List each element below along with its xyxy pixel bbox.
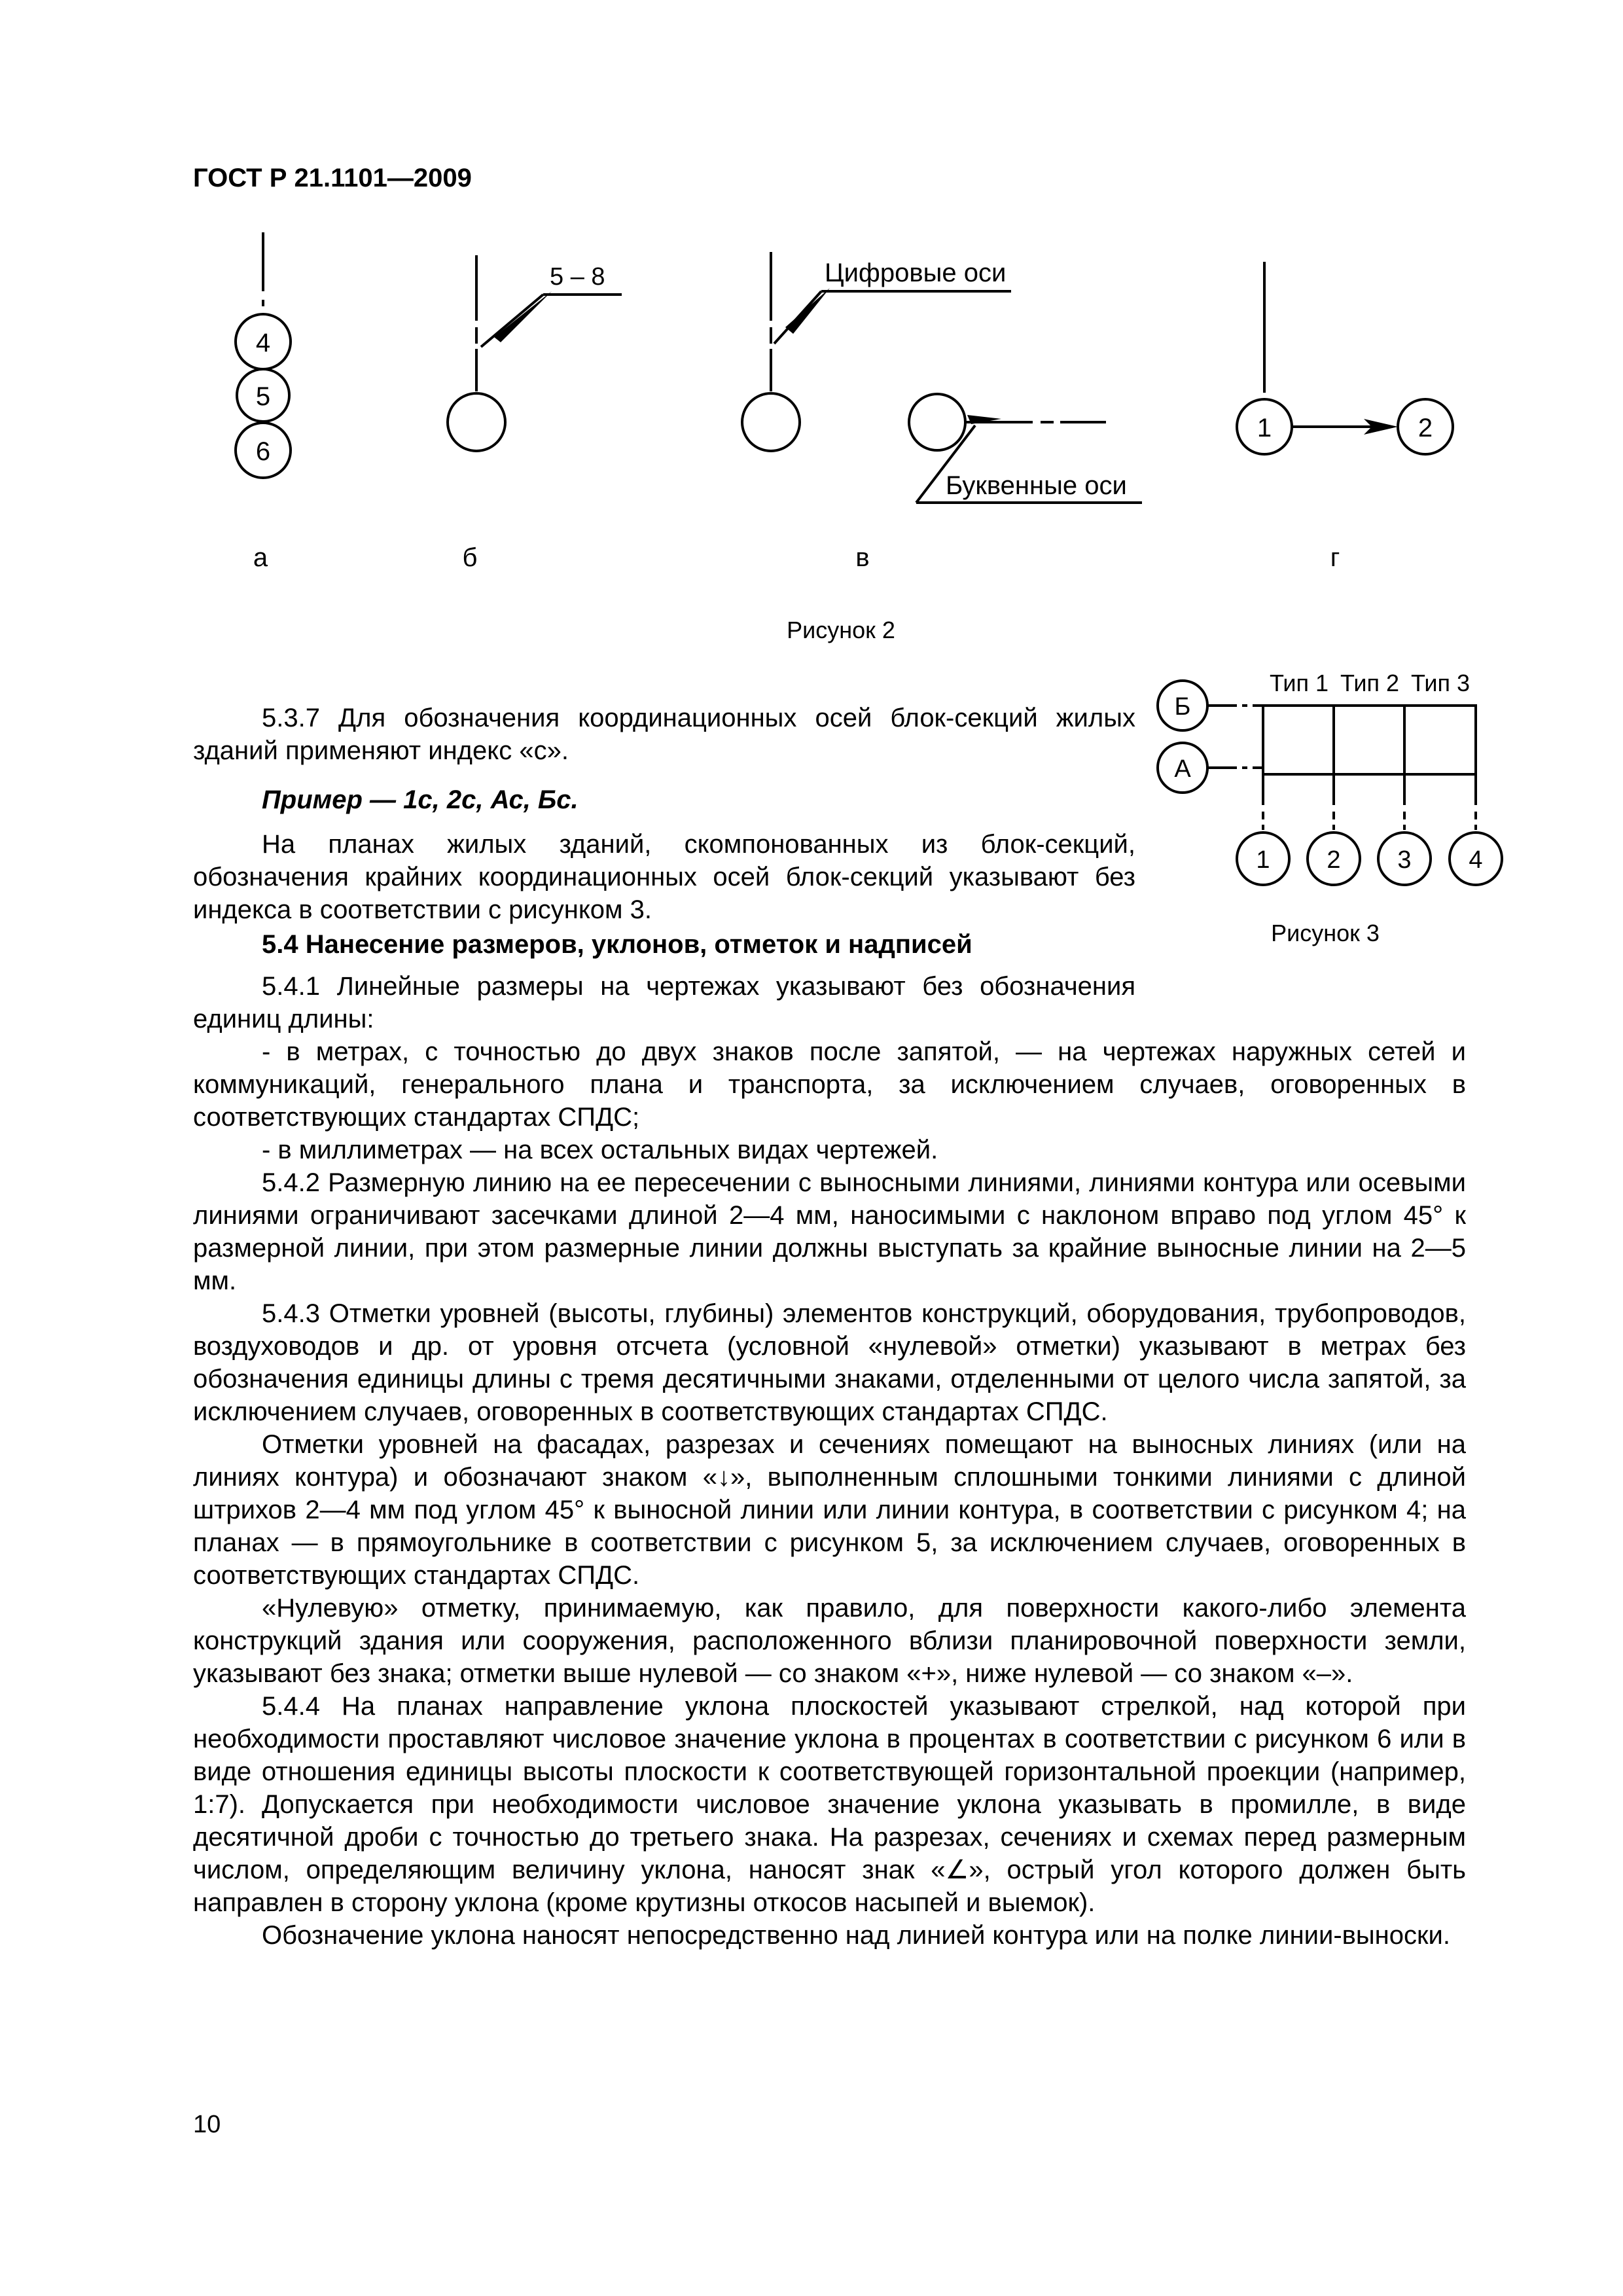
col-2: 2 xyxy=(1327,846,1341,874)
type-1: Тип 1 xyxy=(1269,670,1329,696)
paragraph-5-4-4-c: Обозначение уклона наносят непосредственно над линией контура или на полке линии-выноски. xyxy=(262,1921,1450,1950)
sublabel-b: б xyxy=(462,543,478,572)
row-B: Б xyxy=(1174,693,1191,721)
figure-2-caption: Рисунок 2 xyxy=(787,617,895,643)
figure-3 xyxy=(1139,655,1518,956)
type-3: Тип 3 xyxy=(1410,670,1471,696)
figure-2 xyxy=(0,0,1623,655)
leader-v-bottom-text: Буквенные оси xyxy=(946,471,1127,500)
sublabel-v: в xyxy=(855,543,870,572)
sublabel-a: а xyxy=(253,543,268,572)
paragraph-5-4-4-b: Допускается при необходимости числовое значение уклона указывать в промилле, в виде десятичной дроби с точностью до третьего знака. На разрезах, сечениях и схемах перед размерным числом, определяющим величину уклона, наносят знак «∠», острый угол которого должен быть направлен в сторону уклона (кроме крутизны откосов насыпей и выемок). xyxy=(193,1790,1466,1917)
label-2: 2 xyxy=(1418,414,1433,442)
block-grid xyxy=(1263,706,1476,774)
leader-v-top-text: Цифровые оси xyxy=(825,259,1007,287)
label-6: 6 xyxy=(255,437,271,466)
paragraph-5-3-7-b: На планах жилых зданий, скомпонованных из блок-секций, обозначения крайних координационных осей блок-секций указывают без индекса в соответствии с рисунком 3. xyxy=(193,830,1135,924)
label-4: 4 xyxy=(255,329,271,357)
paragraph-5-4-3-c: «Нулевую» отметку, принимаемую, как правило, для поверхности какого-либо элемента конструкций здания или сооружения, расположенного вблизи планировочной поверхности земли, указывают без знака; отметки выше нулевой — со знаком «+», ниже нулевой — со знаком «–». xyxy=(193,1594,1466,1688)
page-number: 10 xyxy=(193,2111,221,2138)
col-1: 1 xyxy=(1256,846,1270,874)
leader-b-text: 5 – 8 xyxy=(550,263,605,291)
paragraph-5-4-3: 5.4.3 Отметки уровней (высоты, глубины) элементов конструкций, оборудования, трубопроводов, воздуховодов и др. от уровня отсчета (условной «нулевой» отметки) указывают в метрах без обозначения единицы длины с тремя десятичными знаками, отделенными от целого числа запятой, за исключением случаев, оговоренных в соответствующих стандартах СПДС. xyxy=(193,1299,1466,1426)
paragraph-5-3-7: 5.3.7 Для обозначения координационных осей блок-секций жилых зданий применяют индекс «с». xyxy=(193,704,1135,765)
paragraph-5-4-4: 5.4.4 На планах направление уклона плоскостей указывают стрелкой, над которой при необходимости проставляют числовое значение уклона в процентах в соответствии с рисунком 6 или в виде отношения единицы высоты плоскости к соответствующей горизонтальной проекции (например, 1:7). xyxy=(193,1692,1466,1819)
paragraph-5-4-2: 5.4.2 Размерную линию на ее пересечении с выносными линиями, линиями контура или осевыми линиями ограничивают засечками длиной 2—4 мм, наносимыми с наклоном вправо под углом 45° к размерной линии, при этом размерные линии должны выступать за крайние выносные линии на 2—5 мм. xyxy=(193,1168,1466,1295)
section-5-4-heading: 5.4 Нанесение размеров, уклонов, отметок и надписей xyxy=(262,930,972,959)
paragraph-5-4-1-b: - в миллиметрах — на всех остальных видах чертежей. xyxy=(262,1136,938,1164)
figure-3-caption: Рисунок 3 xyxy=(1271,920,1380,946)
col-3: 3 xyxy=(1397,846,1412,874)
paragraph-5-4-3-b: Отметки уровней на фасадах, разрезах и сечениях помещают на выносных линиях (или на линиях контура) и обозначают знаком «↓», выполненным сплошными тонкими линиями с длиной штрихов 2—4 мм под углом 45° к выносной линии или линии контура, в соответствии с рисунком 4; на планах — в прямоугольнике в соответствии с рисунком 5, за исключением случаев, оговоренных в соответствующих стандартах СПДС. xyxy=(193,1430,1466,1590)
document-header: ГОСТ Р 21.1101—2009 xyxy=(193,164,472,192)
axis-circle-v-vertical xyxy=(742,393,800,451)
axis-circle-v-horizontal xyxy=(909,394,965,450)
label-1: 1 xyxy=(1257,414,1272,442)
sublabel-g: г xyxy=(1330,543,1340,572)
row-A: А xyxy=(1174,755,1191,783)
col-4: 4 xyxy=(1469,846,1483,874)
type-2: Тип 2 xyxy=(1340,670,1400,696)
axis-circle-b xyxy=(448,393,505,451)
label-5: 5 xyxy=(255,382,271,411)
paragraph-5-4-1-a: - в метрах, с точностью до двух знаков после запятой, — на чертежах наружных сетей и коммуникаций, генерального плана и транспорта, за исключением случаев, оговоренных в соответствующих стандартах СПДС; xyxy=(193,1037,1466,1132)
paragraph-5-4-1: 5.4.1 Линейные размеры на чертежах указывают без обозначения единиц длины: xyxy=(193,972,1135,1033)
example: Пример — 1с, 2с, Ас, Бс. xyxy=(262,785,579,814)
